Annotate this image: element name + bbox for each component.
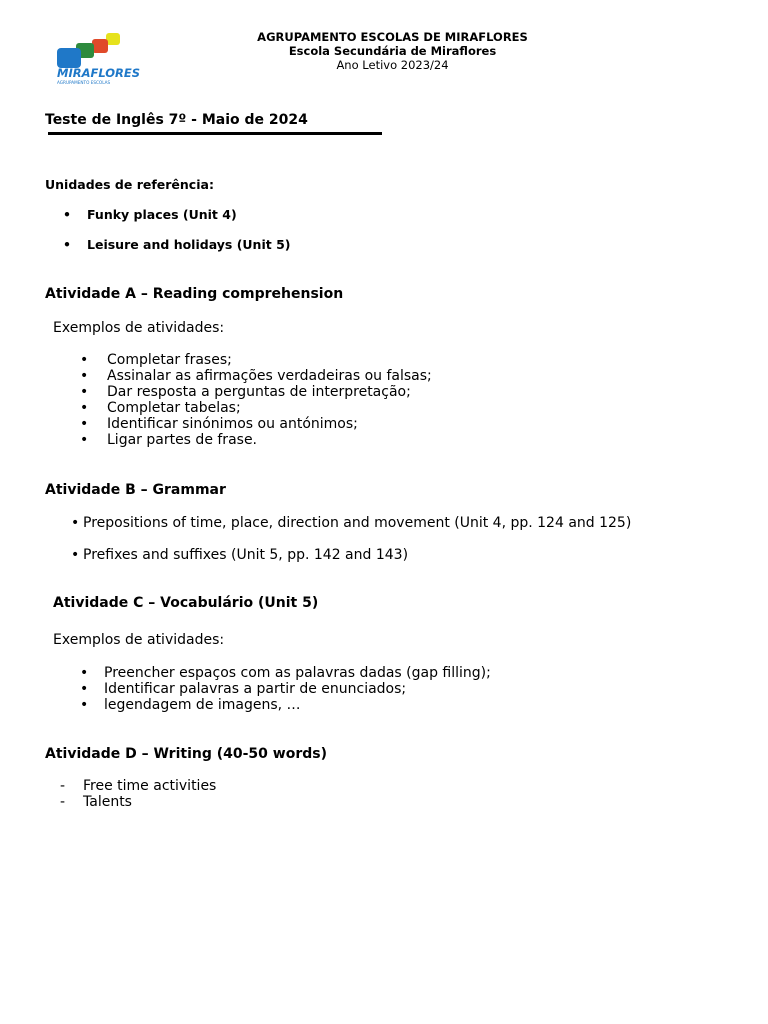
school-logo	[54, 30, 172, 88]
list-item: - Free time activities	[60, 778, 217, 794]
logo-blocks-icon	[54, 30, 172, 88]
list-item: • legendagem de imagens, …	[80, 697, 301, 713]
logo-name: MIRAFLORES	[57, 66, 141, 80]
units-bullet-2: •	[63, 237, 71, 252]
list-item: • Preencher espaços com as palavras dadas (gap filling);	[80, 665, 491, 681]
list-item: • Completar tabelas;	[80, 400, 241, 416]
list-item: • Completar frases;	[80, 352, 232, 368]
list-item: • Identificar sinónimos ou antónimos;	[80, 416, 358, 432]
header-line-1: AGRUPAMENTO ESCOLAS DE MIRAFLORES	[257, 30, 528, 44]
header-line-3: Ano Letivo 2023/24	[336, 58, 449, 72]
unit-item: Funky places (Unit 4)	[87, 207, 237, 222]
activity-c-heading: Atividade C – Vocabulário (Unit 5)	[53, 595, 319, 611]
list-item: • Prepositions of time, place, direction and movement (Unit 4, pp. 124 and 125)	[71, 515, 632, 531]
header-line-2: Escola Secundária de Miraflores	[288, 44, 497, 58]
list-item: • Prefixes and suffixes (Unit 5, pp. 142 and 143)	[71, 547, 409, 563]
units-heading: Unidades de referência:	[45, 177, 214, 192]
page-title: Teste de Inglês 7º - Maio de 2024	[45, 112, 308, 128]
list-item: • Dar resposta a perguntas de interpretação;	[80, 384, 411, 400]
activity-d-heading: Atividade D – Writing (40-50 words)	[45, 746, 327, 762]
activity-b-heading: Atividade B – Grammar	[45, 482, 226, 498]
document-header	[230, 30, 555, 72]
list-item: • Ligar partes de frase.	[80, 432, 258, 448]
list-item: • Identificar palavras a partir de enunciados;	[80, 681, 407, 697]
unit-item: Leisure and holidays (Unit 5)	[87, 237, 291, 252]
title-underline	[48, 132, 382, 135]
list-item: - Talents	[60, 794, 132, 810]
list-item: • Assinalar as afirmações verdadeiras ou falsas;	[80, 368, 432, 384]
activity-a-heading: Atividade A – Reading comprehension	[45, 286, 344, 302]
activity-c-intro: Exemplos de atividades:	[53, 632, 225, 648]
activity-a-intro: Exemplos de atividades:	[53, 320, 225, 336]
logo-subtitle: AGRUPAMENTO ESCOLAS	[57, 80, 111, 85]
units-bullet-1: •	[63, 207, 71, 222]
